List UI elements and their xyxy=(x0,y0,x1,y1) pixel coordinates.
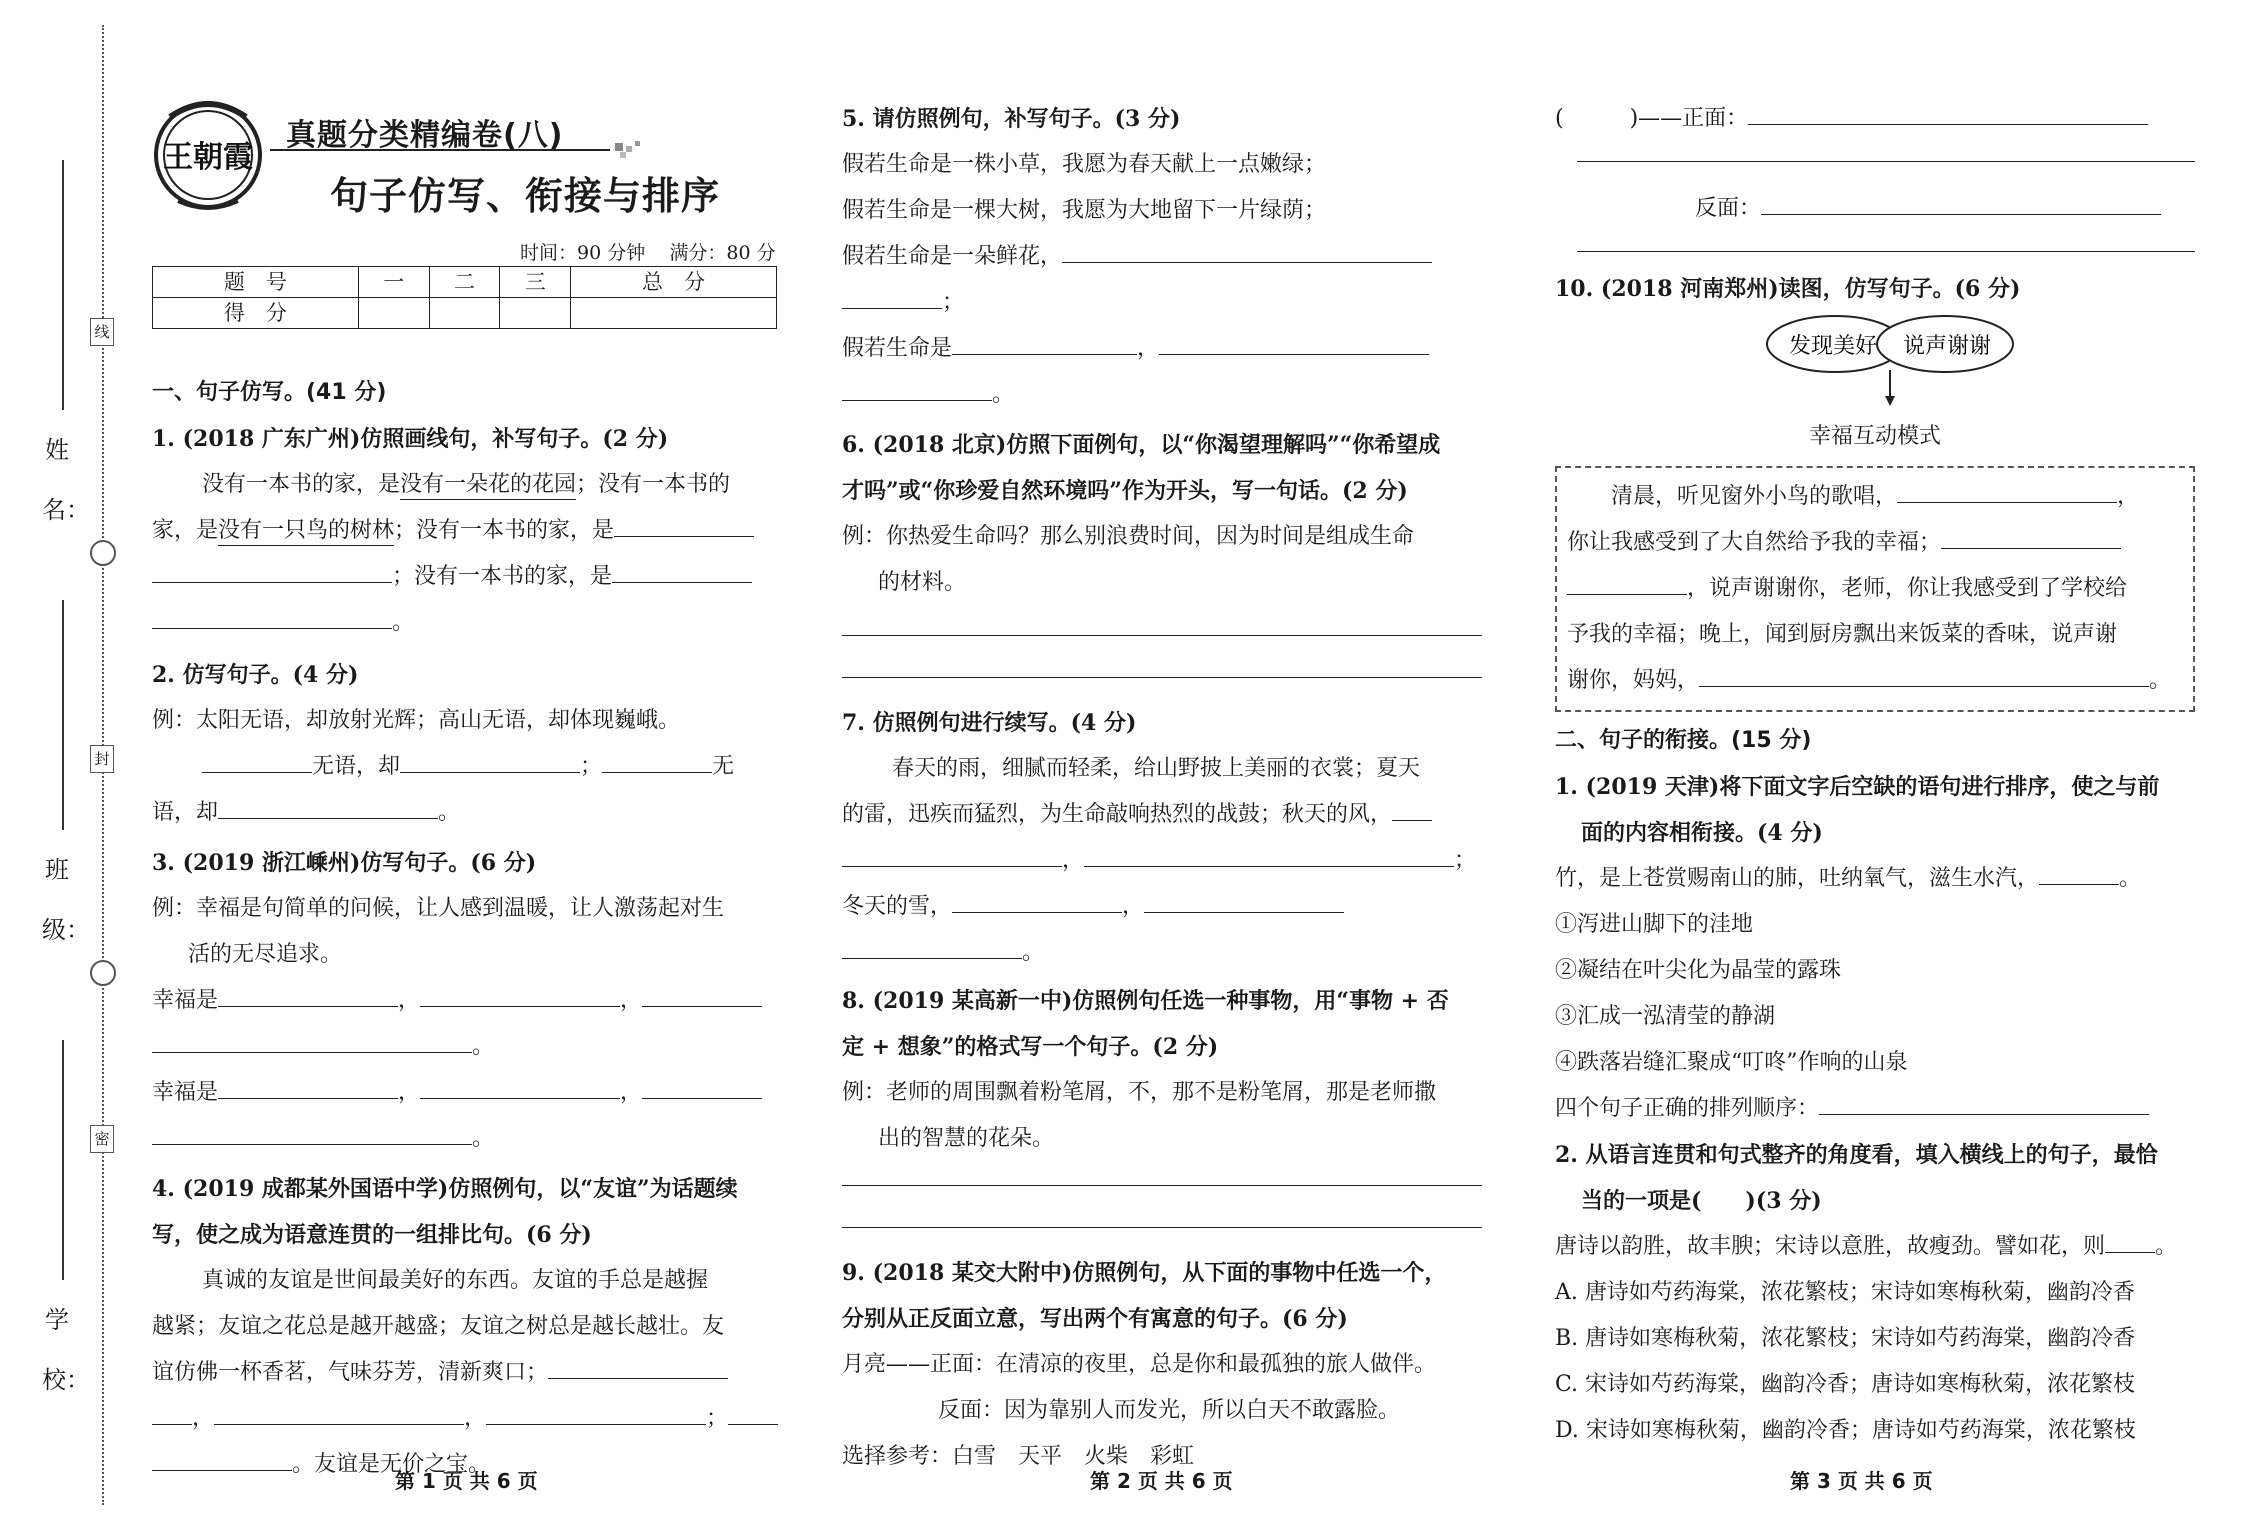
section-1-heading: 一、句子仿写。(41 分) xyxy=(152,380,387,405)
answer-line[interactable] xyxy=(842,676,1482,678)
question-2-example: 例：太阳无语，却放射光辉；高山无语，却体现巍峨。 xyxy=(152,708,681,733)
question-1-text: 没有一本书的家，是没有一朵花的花园；没有一本书的 xyxy=(152,462,782,508)
logo-text: 王朝霞 xyxy=(163,140,253,175)
table-cell: 三 xyxy=(500,267,571,298)
answer-blank[interactable] xyxy=(202,746,312,773)
question-8-heading: 8. (2019 某高新一中)仿照例句任选一种事物，用“事物 + 否 xyxy=(842,988,1449,1014)
question-4-heading: 4. (2019 成都某外国语中学)仿照例句，以“友谊”为话题续 xyxy=(152,1176,738,1202)
main-title: 句子仿写、衔接与排序 xyxy=(330,174,721,218)
answer-blank[interactable] xyxy=(152,1118,472,1145)
answer-blank[interactable] xyxy=(1392,794,1432,821)
answer-blank[interactable] xyxy=(400,746,580,773)
table-cell: 一 xyxy=(358,267,429,298)
answer-blank[interactable] xyxy=(1897,476,2117,503)
question-1-text: 家，是没有一只鸟的树林；没有一本书的家，是 xyxy=(152,508,782,554)
name-field-line xyxy=(62,160,64,410)
school-field-line xyxy=(62,1040,64,1280)
class-field-line xyxy=(62,600,64,830)
option-item: ④跌落岩缝汇聚成“叮咚”作响的山泉 xyxy=(1555,1050,1908,1075)
question-6-heading: 6. (2018 北京)仿照下面例句，以“你渴望理解吗”“你希望成 xyxy=(842,432,1441,458)
answer-blank[interactable] xyxy=(602,746,712,773)
table-cell: 得 分 xyxy=(153,298,359,329)
seal-mark-feng: 封 xyxy=(90,745,114,773)
answer-blank[interactable] xyxy=(1761,188,2161,215)
binding-ring-icon xyxy=(90,960,116,986)
answer-blank[interactable] xyxy=(218,1072,398,1099)
underlined-example: 没有一朵花的花园 xyxy=(400,472,576,500)
answer-blank[interactable] xyxy=(152,602,392,629)
option-item: ①泻进山脚下的洼地 xyxy=(1555,912,1754,937)
table-cell: 题 号 xyxy=(153,267,359,298)
answer-blank[interactable] xyxy=(842,840,1062,867)
answer-blank[interactable] xyxy=(842,374,992,401)
question-2-heading: 2. 仿写句子。(4 分) xyxy=(152,662,359,688)
answer-blank[interactable] xyxy=(214,1398,464,1425)
answer-blank[interactable] xyxy=(420,980,620,1007)
answer-blank[interactable] xyxy=(1748,98,2148,125)
seal-mark-mi: 密 xyxy=(90,1125,114,1153)
s2-question-1-heading: 1. (2019 天津)将下面文字后空缺的语句进行排序，使之与前 xyxy=(1555,774,2160,800)
question-9-example: 月亮——正面：在清凉的夜里，总是你和最孤独的旅人做伴。 xyxy=(842,1352,1437,1377)
answer-blank[interactable] xyxy=(614,510,754,537)
binding-ring-icon xyxy=(90,540,116,566)
answer-blank[interactable] xyxy=(952,328,1137,355)
answer-blank[interactable] xyxy=(1819,1088,2149,1115)
question-4-text: 真诚的友谊是世间最美好的东西。友谊的手总是越握 xyxy=(202,1268,709,1293)
question-3-heading: 3. (2019 浙江嵊州)仿写句子。(6 分) xyxy=(152,850,537,876)
answer-blank[interactable] xyxy=(842,932,1022,959)
answer-line[interactable] xyxy=(1577,160,2195,162)
question-9-heading: 9. (2018 某交大附中)仿照例句，从下面的事物中任选一个， xyxy=(842,1260,1447,1286)
option-item: ③汇成一泓清莹的静湖 xyxy=(1555,1004,1776,1029)
diagram-bubble-discover: 发现美好 xyxy=(1788,334,1878,359)
question-8-example: 例：老师的周围飘着粉笔屑，不，那不是粉笔屑，那是老师撒 xyxy=(842,1080,1437,1105)
answer-blank[interactable] xyxy=(842,282,942,309)
answer-blank[interactable] xyxy=(952,886,1122,913)
diagram-bubble-thanks: 说声谢谢 xyxy=(1902,334,1992,359)
answer-blank[interactable] xyxy=(2039,858,2119,885)
question-5-heading: 5. 请仿照例句，补写句子。(3 分) xyxy=(842,106,1181,132)
answer-blank[interactable] xyxy=(1062,236,1432,263)
happiness-interaction-diagram xyxy=(1555,312,2195,422)
answer-blank[interactable] xyxy=(1941,522,2121,549)
underlined-example: 没有一只鸟的树林 xyxy=(218,518,394,546)
answer-line[interactable] xyxy=(842,1226,1482,1228)
school-label: 学校： xyxy=(42,1306,90,1394)
answer-line[interactable] xyxy=(842,1184,1482,1186)
answer-blank[interactable] xyxy=(152,1444,292,1471)
page-1-column: 一、句子仿写。(41 分) 1. (2018 广东广州)仿照画线句，补写句子。(2 分) 没有一本书的家，是没有一朵花的花园；没有一本书的 家，是没有一只鸟的树林；没有一本书的家，是 ；没有一本书的家，是 。 2. 仿写句子。(4 分) 例：太阳无语，却放射光辉；高山无语，却体现巍峨。 无语，却 ； 无 语，却 。 3. (2019 浙江嵊州)仿写句子。(6 分) 例：幸福是句简单的问候，让人感到温暖，让人激荡起对生 活的无尽追求。 幸福是 ， ， 。 幸福是 ， ， 。 4. (2019 成都某外国语中学)仿照例句，以“友谊”为话题续 写，使之成为语意连贯的一组排比句。(6 分) 真诚的友谊是世间最美好的东西。友谊的手总是越握 越紧；友谊之花总是越开越盛；友谊之树总是越长越壮。友 谊仿佛一杯香茗，气味芬芳，清新爽口； ， ， ； 。友谊是无价之宝。 xyxy=(152,0,782,1535)
s2-question-2-heading: 2. 从语言连贯和句式整齐的角度看，填入横线上的句子，最恰 xyxy=(1555,1142,2158,1168)
answer-blank[interactable] xyxy=(152,556,392,583)
answer-blank[interactable] xyxy=(1144,886,1344,913)
answer-blank[interactable] xyxy=(152,1398,192,1425)
answer-blank[interactable] xyxy=(1084,840,1454,867)
table-cell: 二 xyxy=(429,267,500,298)
question-3-example: 例：幸福是句简单的问候，让人感到温暖，让人激荡起对生 xyxy=(152,896,725,921)
series-title: 真题分类精编卷(八) xyxy=(286,118,564,153)
table-cell: 总 分 xyxy=(571,267,777,298)
page-number: 第 1 页 共 6 页 xyxy=(395,1469,538,1493)
answer-blank[interactable] xyxy=(486,1398,706,1425)
answer-blank[interactable] xyxy=(420,1072,620,1099)
answer-blank[interactable] xyxy=(1567,568,1687,595)
time-info: 时间：90 分钟 满分：80 分 xyxy=(520,242,776,264)
choice-option-b[interactable]: B. 唐诗如寒梅秋菊，浓花繁枝；宋诗如芍药海棠，幽韵冷香 xyxy=(1555,1326,2136,1351)
answer-blank[interactable] xyxy=(1699,660,2149,687)
answer-blank[interactable] xyxy=(218,792,438,819)
question-10-text-box: 清晨，听见窗外小鸟的歌唱， ， 你让我感受到了大自然给予我的幸福； ，说声谢谢你，老师，你让我感受到了学校给 予我的幸福；晚上，闻到厨房飘出来饭菜的香味，说声谢 谢你，妈妈， 。 xyxy=(1555,466,2195,712)
choice-option-d[interactable]: D. 宋诗如寒梅秋菊，幽韵冷香；唐诗如芍药海棠，浓花繁枝 xyxy=(1555,1418,2136,1443)
question-7-heading: 7. 仿照例句进行续写。(4 分) xyxy=(842,710,1137,736)
choice-option-a[interactable]: A. 唐诗如芍药海棠，浓花繁枝；宋诗如寒梅秋菊，幽韵冷香 xyxy=(1555,1280,2135,1305)
answer-blank[interactable] xyxy=(728,1398,778,1425)
binding-gutter xyxy=(0,0,140,1535)
answer-line[interactable] xyxy=(842,634,1482,636)
answer-blank[interactable] xyxy=(642,980,762,1007)
question-10-heading: 10. (2018 河南郑州)读图，仿写句子。(6 分) xyxy=(1555,276,2021,302)
page-number: 第 2 页 共 6 页 xyxy=(1090,1469,1233,1493)
question-6-example: 例：你热爱生命吗？那么别浪费时间，因为时间是组成生命 xyxy=(842,524,1415,549)
answer-blank[interactable] xyxy=(642,1072,762,1099)
answer-line[interactable] xyxy=(1577,250,2195,252)
page-2-column: 5. 请仿照例句，补写句子。(3 分) 假若生命是一株小草，我愿为春天献上一点嫩绿； 假若生命是一棵大树，我愿为大地留下一片绿荫； 假若生命是一朵鲜花， ； 假若生命是 ， 。 6. (2018 北京)仿照下面例句，以“你渴望理解吗”“你希望成 才吗”或“你珍爱自然环境吗”作为开头，写一句话。(2 分) 例：你热爱生命吗？那么别浪费时间，因为时间是组成生命 的材料。 7. 仿照例句进行续写。(4 分) 春天的雨，细腻而轻柔，给山野披上美丽的衣裳；夏天 的雷，迅疾而猛烈，为生命敲响热烈的战鼓；秋天的风， ， ； 冬天的雪， ， 。 8. (2019 某高新一中)仿照例句任选一种事物，用“事物 + 否 定 + 想象”的格式写一个句子。(2 分) 例：老师的周围飘着粉笔屑，不，那不是粉笔屑，那是老师撒 出的智慧的花朵。 9. (2018 某交大附中)仿照例句，从下面的事物中任选一个， 分别从正反面立意，写出两个有寓意的句子。(6 分) 月亮——正面：在清凉的夜里，总是你和最孤独的旅人做伴。 反面：因为靠别人而发光，所以白天不敢露脸。 选择参考：白雪 天平 火柴 彩虹 xyxy=(842,0,1482,1535)
class-label: 班级： xyxy=(42,856,90,944)
answer-blank[interactable] xyxy=(548,1352,728,1379)
option-item: ②凝结在叶尖化为晶莹的露珠 xyxy=(1555,958,1842,983)
answer-blank[interactable] xyxy=(152,1026,472,1053)
choice-option-c[interactable]: C. 宋诗如芍药海棠，幽韵冷香；唐诗如寒梅秋菊，浓花繁枝 xyxy=(1555,1372,2136,1397)
answer-blank[interactable] xyxy=(612,556,752,583)
answer-blank[interactable] xyxy=(1159,328,1429,355)
section-2-heading: 二、句子的衔接。(15 分) xyxy=(1555,728,1812,753)
question-9-options: 选择参考：白雪 天平 火柴 彩虹 xyxy=(842,1444,1195,1469)
answer-blank[interactable] xyxy=(218,980,398,1007)
answer-blank[interactable] xyxy=(2105,1226,2155,1253)
seal-mark-xian: 线 xyxy=(90,318,114,346)
name-label: 姓名： xyxy=(42,436,90,524)
page-3-column: ( )——正面： 反面： 10. (2018 河南郑州)读图，仿写句子。(6 分) 发现美好 说声谢谢 幸福互动模式 清晨，听见窗外小鸟的歌唱， ， 你让我感受到了大自然给予我的幸福； ，说声谢谢你，老师，你让我感受到了学校给 予我的幸福；晚上，闻到厨房飘出来饭菜的香味，说声谢 谢你，妈妈， 。 二、句子的衔接。(15 分) 1. (2019 天津)将下面文字后空缺的语句进行排序，使之与前 面的内容相衔接。(4 分) 竹，是上苍赏赐南山的肺，吐纳氧气，滋生水汽， 。 ①泻进山脚下的洼地 ②凝结在叶尖化为晶莹的露珠 ③汇成一泓清莹的静湖 ④跌落岩缝汇聚成“叮咚”作响的山泉 四个句子正确的排列顺序： 2. 从语言连贯和句式整齐的角度看，填入横线上的句子，最恰 当的一项是( )(3 分) 唐诗以韵胜，故丰腴；宋诗以意胜，故瘦劲。譬如花，则 。 A. 唐诗如芍药海棠，浓花繁枝；宋诗如寒梅秋菊，幽韵冷香 B. 唐诗如寒梅秋菊，浓花繁枝；宋诗如芍药海棠，幽韵冷香 C. 宋诗如芍药海棠，幽韵冷香；唐诗如寒梅秋菊，浓花繁枝 D. 宋诗如寒梅秋菊，幽韵冷香；唐诗如芍药海棠，浓花繁枝 xyxy=(1555,0,2195,1535)
page-number: 第 3 页 共 6 页 xyxy=(1790,1469,1933,1493)
diagram-caption: 幸福互动模式 xyxy=(1808,424,1941,449)
question-1-heading: 1. (2018 广东广州)仿照画线句，补写句子。(2 分) xyxy=(152,426,669,452)
